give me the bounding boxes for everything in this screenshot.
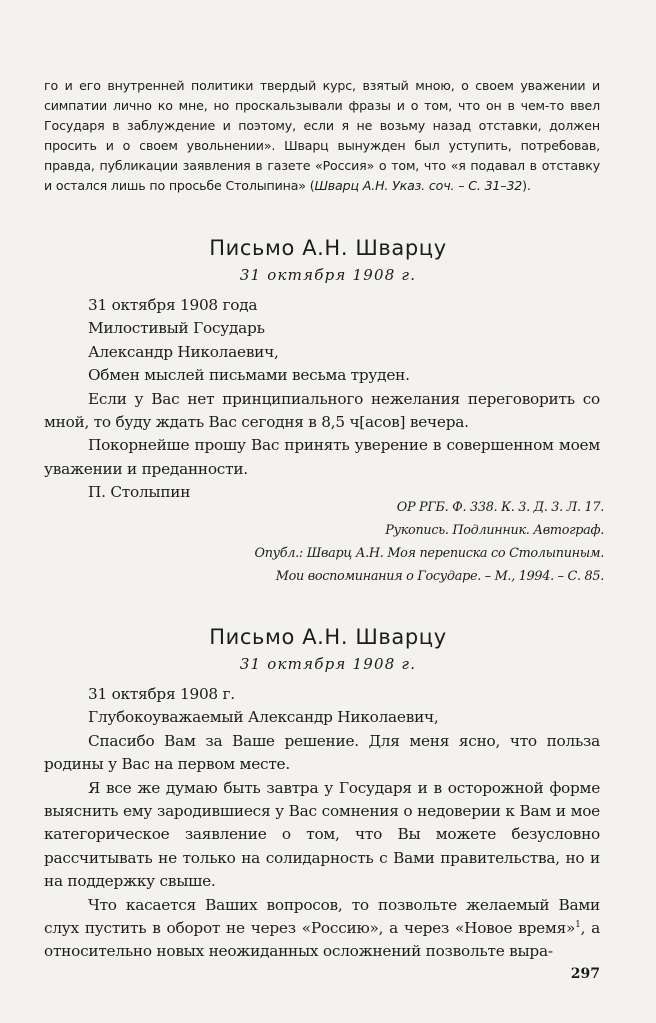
letter2-paragraph-2: Я все же думаю быть завтра у Государя и в осторожной форме выяснить ему зародившиеся у Вас сомнения о недоверии к Вам и мое категорическое заявление о том, что Вы можете безусловно рассчитывать не только на солидарность с Вами правительства, но и на поддержку свыше. [44,778,600,891]
letter1-salutation-2: Александр Николаевич, [88,342,279,361]
source-line-4: Мои воспоминания о Государе. – М., 1994. – С. 85. [275,569,604,584]
letter1-body [44,294,600,505]
letter2-heading: Письмо А.Н. Шварцу [209,625,447,649]
intro-text: го и его внутренней политики твердый курс, взятый мною, о своем уважении и симпатии лично ко мне, но проскальзывали фразы и о том, что он в чем-то ввел Государя в заблуждение и поэтому, если я не возьму назад отставки, должен просить и о своем увольнении». Шварц вынужден был уступить, потребовав, правда, публикации заявления в газете «Россия» о том, что «я подавал в отставку и остался лишь по просьбе Столыпина» ( [44,78,600,193]
letter1-salutation-1: Милостивый Государь [88,319,265,338]
letter2-paragraph-3 [44,894,600,964]
letter1-paragraph-3: Покорнейше прошу Вас принять уверение в совершенном моем уважении и преданности. [44,436,600,478]
letter1-source-note [44,496,604,588]
letter2-body [44,683,600,964]
letter2-date: 31 октября 1908 г. [88,685,235,703]
letter1-paragraph-2: Если у Вас нет принципиального нежелания переговорить со мной, то буду ждать Вас сегодня в 8,5 ч[асов] вечера. [44,389,600,432]
source-line-1: ОР РГБ. Ф. 338. К. 3. Д. 3. Л. 17. [396,500,604,515]
letter2-paragraph-3-end: , а относительно новых неожиданных осложнений позвольте выра- [44,919,600,961]
intro-paragraph [44,76,600,196]
letter2-paragraph-3-text: Что касается Ваших вопросов, то позвольте желаемый Вами слух пустить в оборот не через «Россию», а через «Новое время» [44,895,600,938]
footnote-mark: 1 [575,919,581,930]
intro-closing: ). [522,178,531,193]
page-number: 297 [570,966,600,982]
letter2-salutation: Глубокоуважаемый Александр Николаевич, [88,708,439,727]
letter1-date: 31 октября 1908 года [88,296,258,314]
letter2-paragraph-1: Спасибо Вам за Ваше решение. Для меня ясно, что польза родины у Вас на первом месте. [44,731,600,774]
letter1-signature: П. Столыпин [88,483,191,502]
intro-citation: Шварц А.Н. Указ. соч. – С. 31–32 [314,178,523,193]
letter1-date-subtitle: 31 октября 1908 г. [239,266,417,284]
letter1-heading: Письмо А.Н. Шварцу [209,236,447,260]
letter1-paragraph-1: Обмен мыслей письмами весьма труден. [88,366,410,385]
source-line-2: Рукопись. Подлинник. Автограф. [385,523,604,538]
letter2-date-subtitle: 31 октября 1908 г. [239,655,417,673]
source-line-3: Опубл.: Шварц А.Н. Моя переписка со Столыпиным. [254,546,604,561]
